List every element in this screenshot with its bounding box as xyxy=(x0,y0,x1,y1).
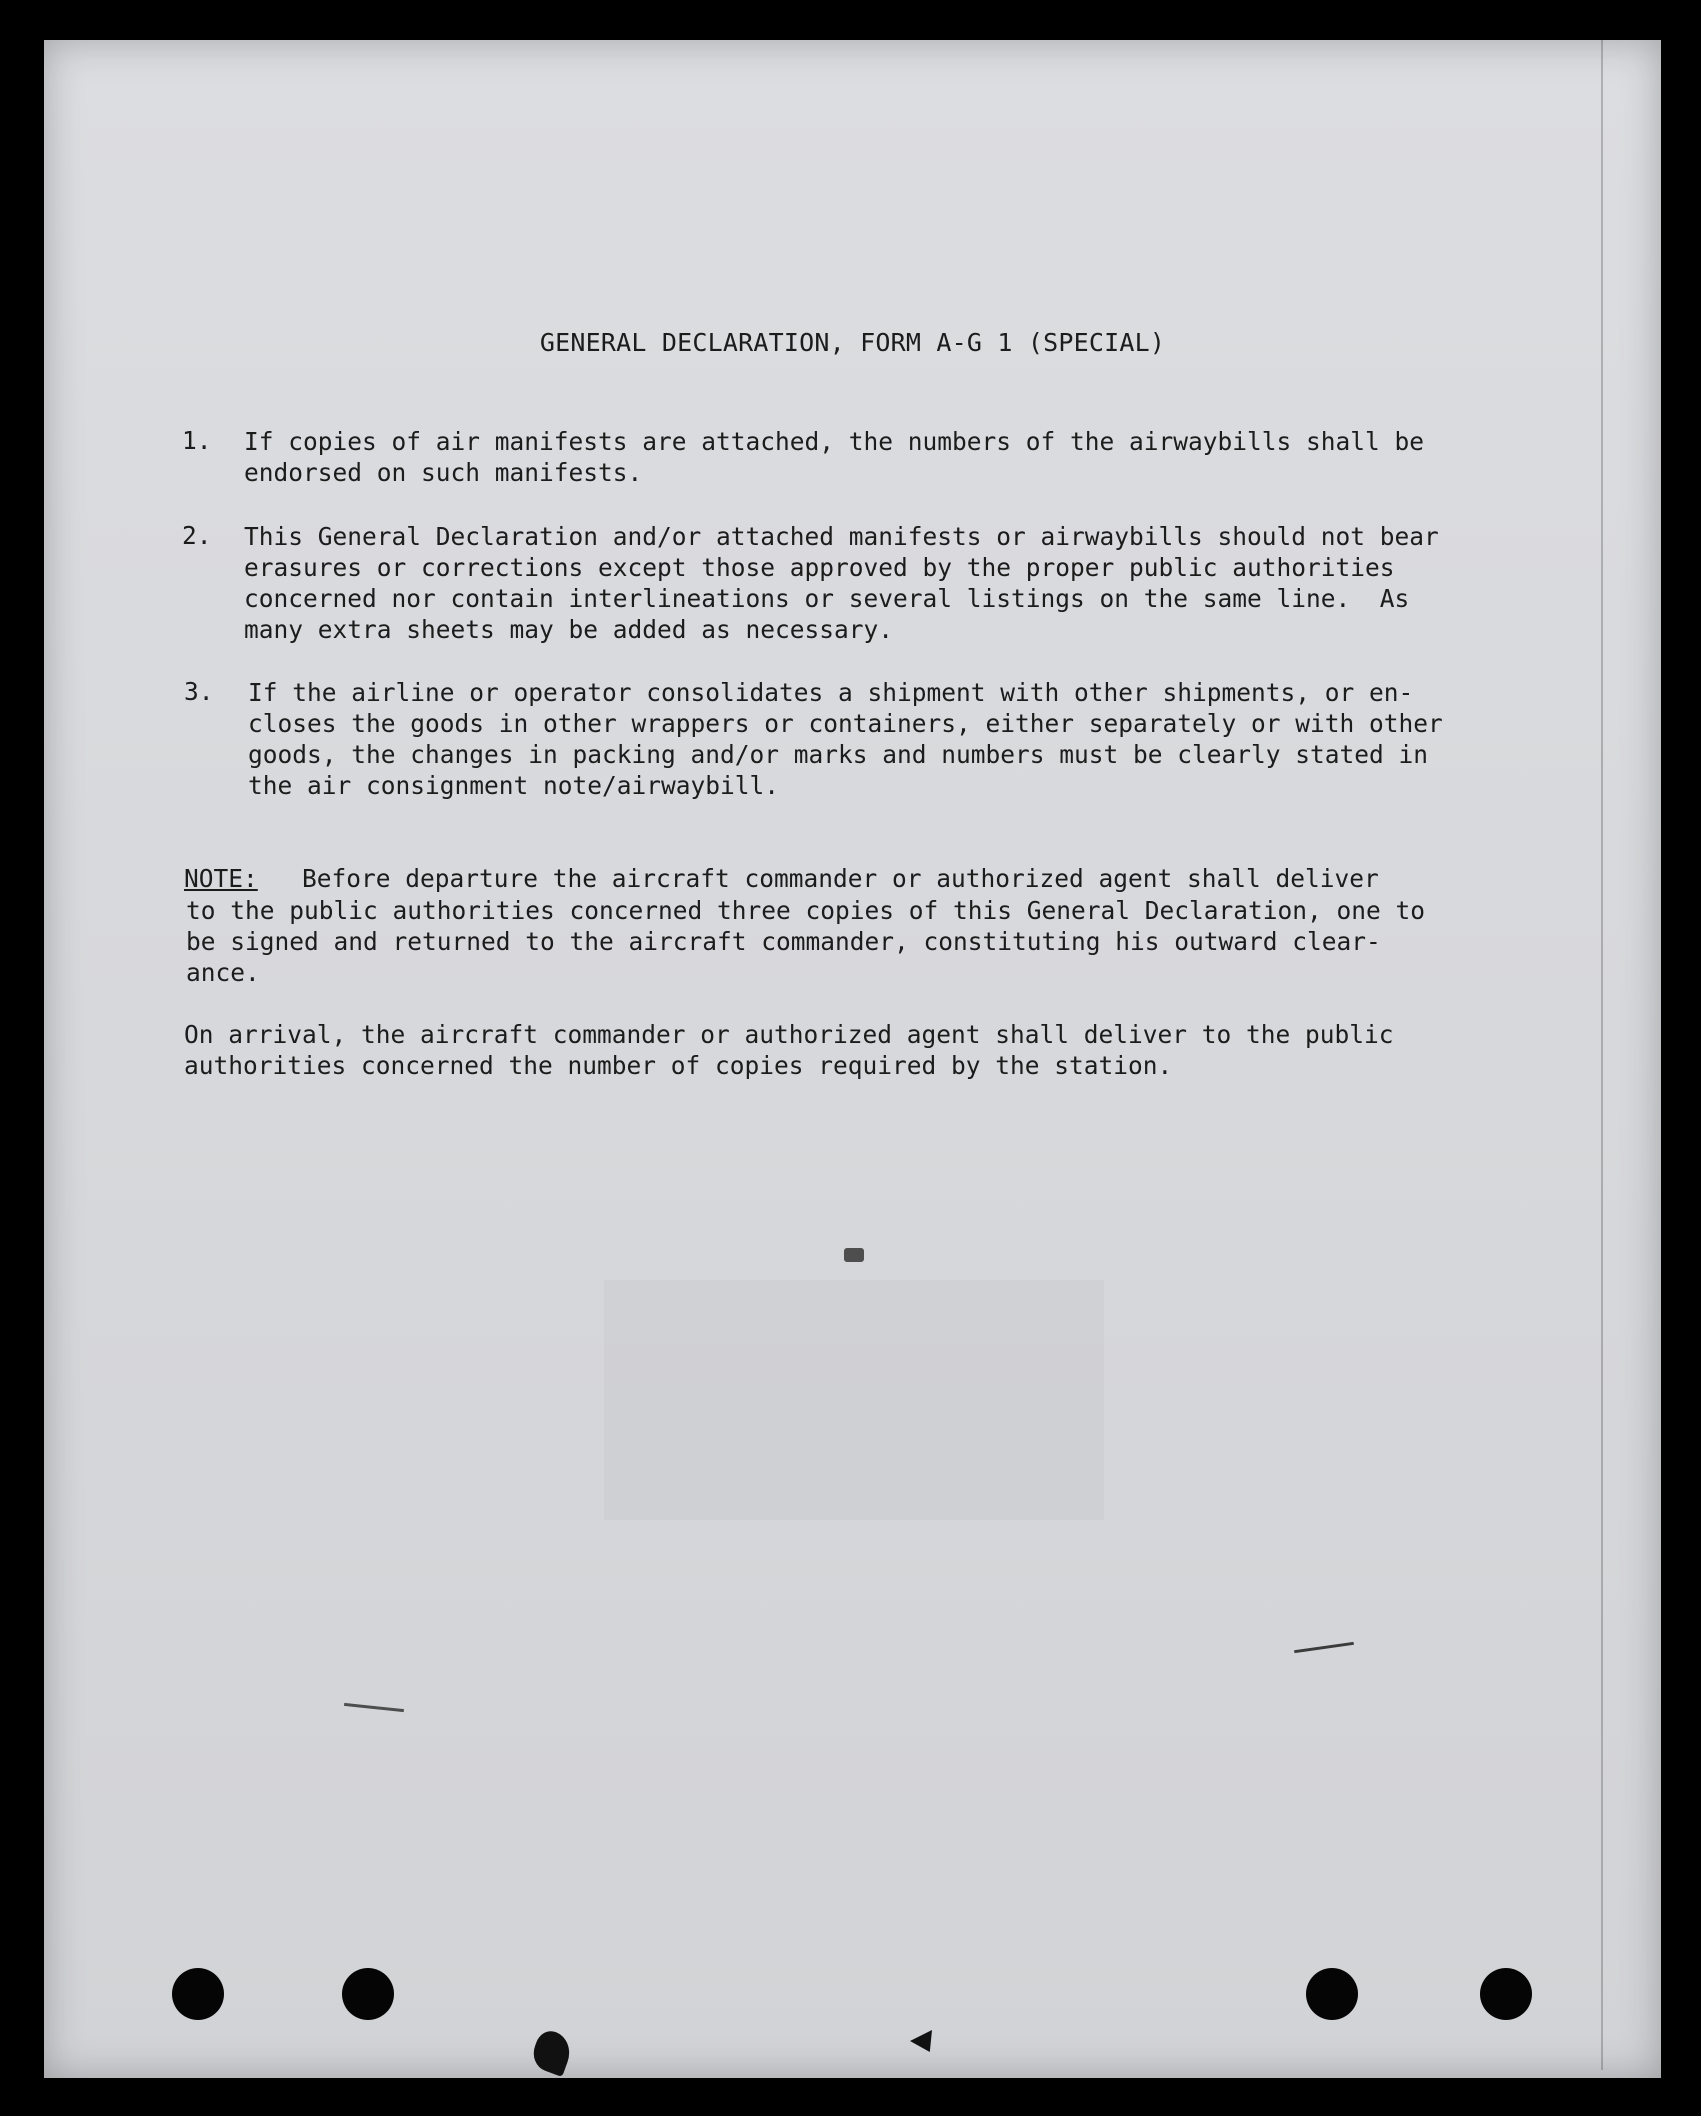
punch-hole xyxy=(172,1968,224,2020)
arrival-line-2: authorities concerned the number of copies required by the station. xyxy=(184,1051,1173,1080)
note-line-3: be signed and returned to the aircraft commander, constituting his outward clear- xyxy=(186,927,1381,956)
item-1-line-1: If copies of air manifests are attached, the numbers of the airwaybills shall be xyxy=(244,427,1425,456)
item-3-line-2: closes the goods in other wrappers or containers, either separately or with other xyxy=(248,709,1443,738)
faint-bleed-through xyxy=(604,1280,1104,1520)
note-first-line-text: Before departure the aircraft commander or authorized agent shall deliver xyxy=(257,864,1379,893)
punch-hole xyxy=(342,1968,394,2020)
note-line-4: ance. xyxy=(186,958,260,987)
item-2-line-2: erasures or corrections except those approved by the proper public authorities xyxy=(244,553,1395,582)
item-2-line-1: This General Declaration and/or attached manifests or airwaybills should not bear xyxy=(244,522,1439,551)
note-label: NOTE: xyxy=(184,864,258,893)
item-3-line-1: If the airline or operator consolidates a shipment with other shipments, or en- xyxy=(248,678,1414,707)
scan-debris xyxy=(844,1248,864,1262)
item-number: 3. xyxy=(184,677,214,706)
punch-hole xyxy=(1480,1968,1532,2020)
arrival-line-1: On arrival, the aircraft commander or authorized agent shall deliver to the public xyxy=(184,1020,1394,1049)
item-3-line-4: the air consignment note/airwaybill. xyxy=(248,771,780,800)
punch-hole xyxy=(1306,1968,1358,2020)
note-line-2: to the public authorities concerned three copies of this General Declaration, one to xyxy=(186,896,1426,925)
item-1-line-2: endorsed on such manifests. xyxy=(244,458,643,487)
note-first-line xyxy=(184,863,1379,895)
scan-debris xyxy=(528,2027,576,2077)
scan-edge-line xyxy=(1601,40,1603,2070)
scan-debris xyxy=(1294,1642,1354,1653)
item-3-line-3: goods, the changes in packing and/or marks and numbers must be clearly stated in xyxy=(248,740,1429,769)
item-number: 2. xyxy=(182,521,212,550)
page-title: GENERAL DECLARATION, FORM A-G 1 (SPECIAL) xyxy=(539,328,1166,357)
item-number: 1. xyxy=(182,426,212,455)
scan-debris xyxy=(344,1703,404,1712)
item-2-line-3: concerned nor contain interlineations or several listings on the same line. As xyxy=(244,584,1410,613)
item-2-line-4: many extra sheets may be added as necessary. xyxy=(244,615,894,644)
scan-debris xyxy=(910,2030,932,2052)
document-page xyxy=(44,40,1661,2078)
